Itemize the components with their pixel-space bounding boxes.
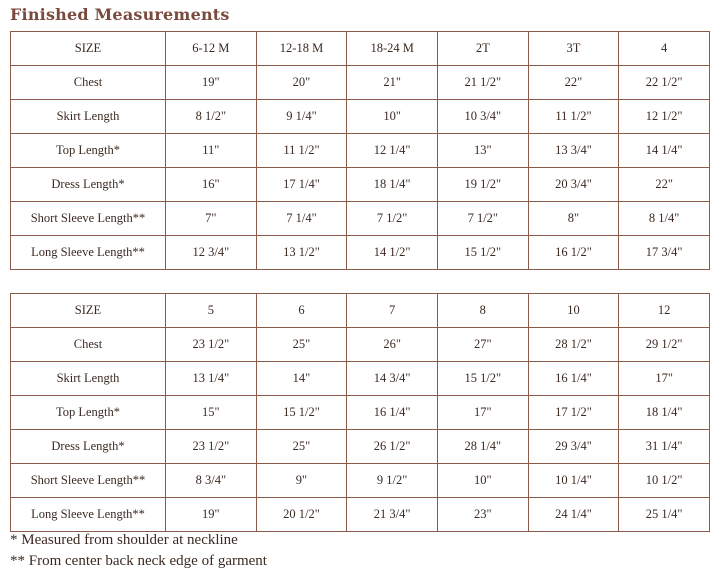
measurement-cell: 8 1/2": [166, 100, 257, 134]
measurement-cell: 25 1/4": [619, 498, 710, 532]
table-row: [11, 100, 710, 134]
size-header-cell: 5: [166, 294, 257, 328]
row-label-short-sleeve-length: Short Sleeve Length**: [11, 202, 166, 236]
measurement-cell: 18 1/4": [347, 168, 438, 202]
measurement-cell: 21 1/2": [437, 66, 528, 100]
table-row: [11, 202, 710, 236]
size-header-cell: 4: [619, 32, 710, 66]
size-header-cell: 3T: [528, 32, 619, 66]
measurement-cell: 12 1/2": [619, 100, 710, 134]
size-header-cell: 6-12 M: [166, 32, 257, 66]
measurement-cell: 16 1/4": [347, 396, 438, 430]
measurement-cell: 11 1/2": [256, 134, 347, 168]
table-row: [11, 396, 710, 430]
table-row: [11, 498, 710, 532]
measurement-cell: 10 3/4": [437, 100, 528, 134]
measurement-cell: 9 1/4": [256, 100, 347, 134]
measurement-cell: 23": [437, 498, 528, 532]
measurement-cell: 20 1/2": [256, 498, 347, 532]
measurement-cell: 17 3/4": [619, 236, 710, 270]
measurement-cell: 18 1/4": [619, 396, 710, 430]
measurement-cell: 23 1/2": [166, 328, 257, 362]
measurements-table-infant-toddler: [10, 31, 710, 270]
table-row: [11, 430, 710, 464]
measurement-cell: 28 1/2": [528, 328, 619, 362]
measurement-cell: 16": [166, 168, 257, 202]
size-header-cell: 10: [528, 294, 619, 328]
table-row: [11, 236, 710, 270]
measurement-cell: 15 1/2": [437, 362, 528, 396]
measurement-cell: 15 1/2": [256, 396, 347, 430]
measurement-cell: 16 1/2": [528, 236, 619, 270]
row-label-chest: Chest: [11, 66, 166, 100]
header-label-size: SIZE: [11, 294, 166, 328]
measurement-cell: 29 3/4": [528, 430, 619, 464]
measurements-table-child: [10, 293, 710, 532]
row-label-top-length: Top Length*: [11, 134, 166, 168]
measurement-cell: 9": [256, 464, 347, 498]
table-row: [11, 362, 710, 396]
table-row: [11, 464, 710, 498]
measurement-cell: 24 1/4": [528, 498, 619, 532]
measurement-cell: 13 1/2": [256, 236, 347, 270]
table-header-row: [11, 294, 710, 328]
measurement-cell: 23 1/2": [166, 430, 257, 464]
measurement-cell: 29 1/2": [619, 328, 710, 362]
measurement-cell: 13 1/4": [166, 362, 257, 396]
row-label-chest: Chest: [11, 328, 166, 362]
measurement-cell: 20": [256, 66, 347, 100]
measurement-cell: 7": [166, 202, 257, 236]
header-label-size: SIZE: [11, 32, 166, 66]
page-title: Finished Measurements: [10, 5, 230, 24]
measurement-cell: 25": [256, 430, 347, 464]
row-label-dress-length: Dress Length*: [11, 430, 166, 464]
measurement-cell: 20 3/4": [528, 168, 619, 202]
measurement-cell: 12 3/4": [166, 236, 257, 270]
measurement-cell: 21": [347, 66, 438, 100]
footnote-shoulder: * Measured from shoulder at neckline: [10, 532, 238, 548]
measurement-cell: 8": [528, 202, 619, 236]
measurement-cell: 19": [166, 66, 257, 100]
size-header-cell: 12-18 M: [256, 32, 347, 66]
size-header-cell: 7: [347, 294, 438, 328]
footnote-back-neck: ** From center back neck edge of garment: [10, 553, 267, 569]
measurement-cell: 21 3/4": [347, 498, 438, 532]
row-label-skirt-length: Skirt Length: [11, 362, 166, 396]
measurement-cell: 15 1/2": [437, 236, 528, 270]
measurement-cell: 14 1/4": [619, 134, 710, 168]
measurement-cell: 13": [437, 134, 528, 168]
measurement-cell: 14": [256, 362, 347, 396]
size-header-cell: 6: [256, 294, 347, 328]
measurement-cell: 28 1/4": [437, 430, 528, 464]
row-label-long-sleeve-length: Long Sleeve Length**: [11, 236, 166, 270]
measurement-cell: 9 1/2": [347, 464, 438, 498]
measurement-cell: 16 1/4": [528, 362, 619, 396]
size-header-cell: 2T: [437, 32, 528, 66]
measurement-cell: 26": [347, 328, 438, 362]
size-header-cell: 12: [619, 294, 710, 328]
measurement-cell: 11 1/2": [528, 100, 619, 134]
measurement-cell: 7 1/2": [347, 202, 438, 236]
measurement-cell: 25": [256, 328, 347, 362]
measurement-cell: 10 1/4": [528, 464, 619, 498]
measurement-cell: 26 1/2": [347, 430, 438, 464]
row-label-dress-length: Dress Length*: [11, 168, 166, 202]
row-label-short-sleeve-length: Short Sleeve Length**: [11, 464, 166, 498]
row-label-long-sleeve-length: Long Sleeve Length**: [11, 498, 166, 532]
measurement-cell: 10": [347, 100, 438, 134]
measurement-cell: 17": [437, 396, 528, 430]
measurement-cell: 27": [437, 328, 528, 362]
table-row: [11, 168, 710, 202]
table-row: [11, 328, 710, 362]
measurement-cell: 14 1/2": [347, 236, 438, 270]
measurement-cell: 31 1/4": [619, 430, 710, 464]
size-header-cell: 8: [437, 294, 528, 328]
measurement-cell: 17 1/4": [256, 168, 347, 202]
measurement-cell: 13 3/4": [528, 134, 619, 168]
measurement-cell: 22": [528, 66, 619, 100]
row-label-skirt-length: Skirt Length: [11, 100, 166, 134]
table-header-row: [11, 32, 710, 66]
size-header-cell: 18-24 M: [347, 32, 438, 66]
table-row: [11, 134, 710, 168]
measurement-cell: 12 1/4": [347, 134, 438, 168]
measurement-cell: 19": [166, 498, 257, 532]
measurement-cell: 22 1/2": [619, 66, 710, 100]
measurement-cell: 7 1/4": [256, 202, 347, 236]
row-label-top-length: Top Length*: [11, 396, 166, 430]
measurement-cell: 17 1/2": [528, 396, 619, 430]
measurement-cell: 17": [619, 362, 710, 396]
measurement-cell: 19 1/2": [437, 168, 528, 202]
measurement-cell: 14 3/4": [347, 362, 438, 396]
measurement-cell: 22": [619, 168, 710, 202]
measurement-cell: 10": [437, 464, 528, 498]
table-row: [11, 66, 710, 100]
measurement-cell: 15": [166, 396, 257, 430]
measurement-cell: 8 3/4": [166, 464, 257, 498]
measurement-cell: 8 1/4": [619, 202, 710, 236]
measurement-cell: 7 1/2": [437, 202, 528, 236]
measurement-cell: 10 1/2": [619, 464, 710, 498]
measurement-cell: 11": [166, 134, 257, 168]
